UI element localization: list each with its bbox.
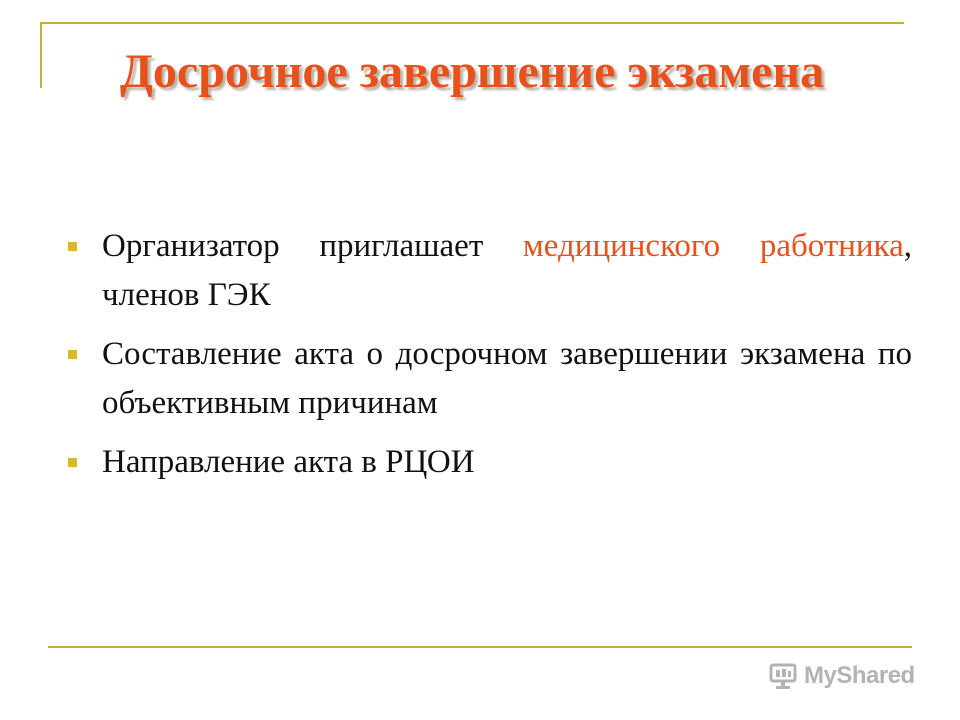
bullet-item	[66, 330, 912, 428]
watermark-logo	[768, 656, 928, 696]
presentation-icon	[768, 661, 798, 691]
bullet-square-icon	[68, 458, 77, 467]
watermark-text: MyShared	[804, 662, 915, 689]
bullet-text	[102, 438, 912, 487]
bullet-text	[102, 222, 912, 320]
bullet-list	[66, 222, 912, 497]
bullet-text-part: Организатор приглашает	[102, 228, 523, 264]
bullet-text-part: Направление акта в РЦОИ	[102, 444, 475, 480]
bullet-text	[102, 330, 912, 428]
bullet-item	[66, 438, 912, 487]
highlighted-text: медицинского работника	[522, 228, 904, 264]
frame-top-line	[40, 22, 904, 24]
frame-bottom-line	[48, 646, 912, 648]
bullet-item	[66, 222, 912, 320]
bullet-text-part: Составление акта о досрочном завершении экзамена по объективным причинам	[102, 336, 912, 421]
bullet-square-icon	[68, 350, 77, 359]
bullet-text-part: , членов ГЭК	[102, 228, 912, 313]
bullet-square-icon	[68, 242, 77, 251]
slide-title: Досрочное завершение экзамена	[119, 45, 825, 98]
